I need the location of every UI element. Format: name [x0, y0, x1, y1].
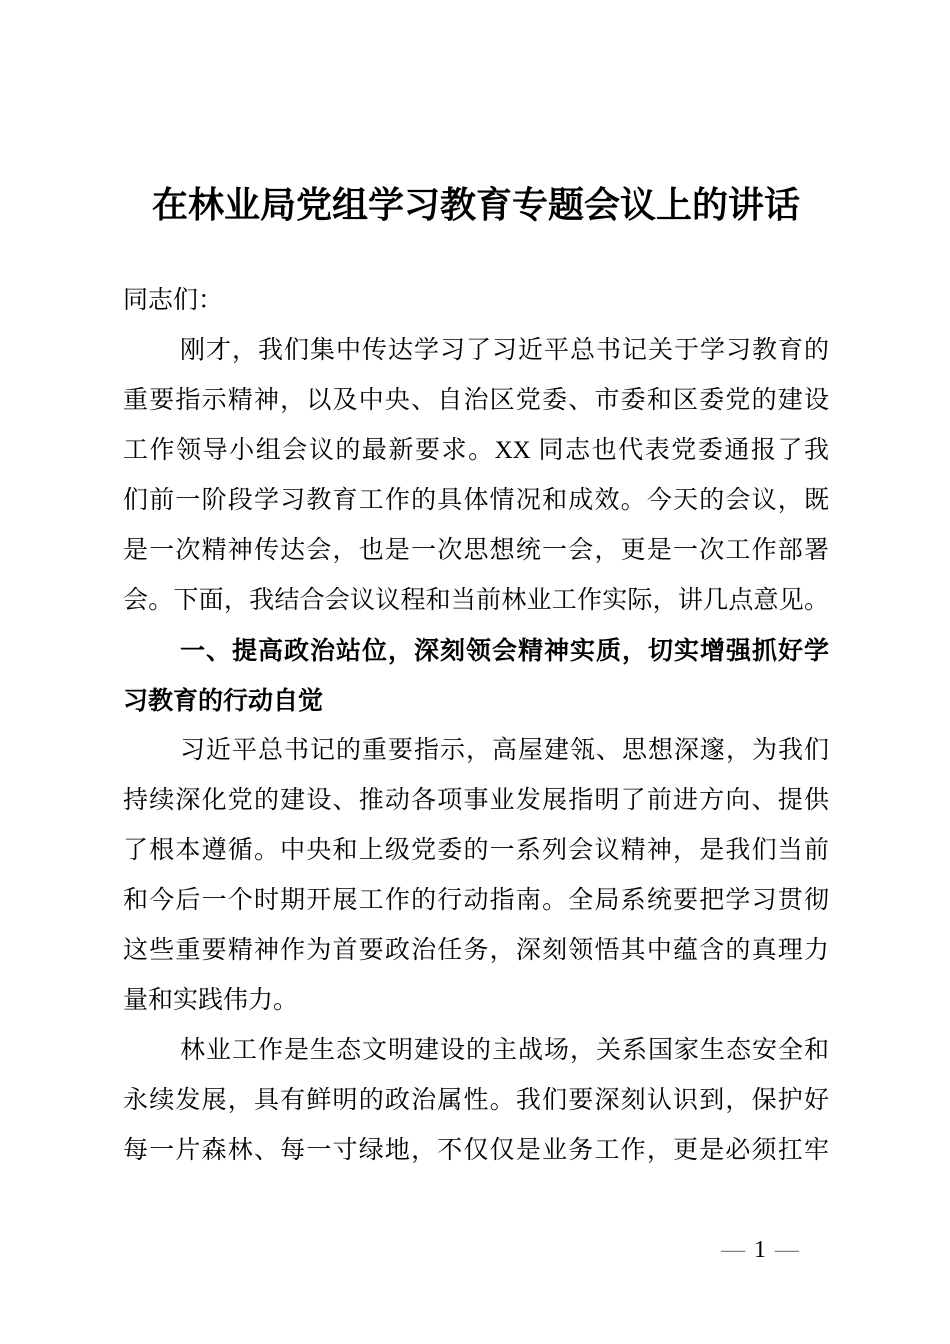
text-line: 刚才，我们集中传达学习了习近平总书记关于学习教育的 — [180, 337, 829, 364]
text-line: 会。下面，我结合会议议程和当前林业工作实际，讲几点意见。 — [123, 587, 829, 614]
text-line: 一、提高政治站位，深刻领会精神实质，切实增强抓好学 — [180, 637, 829, 665]
text-line: 了根本遵循。中央和上级党委的一系列会议精神，是我们当前 — [123, 837, 829, 864]
text-line: 是一次精神传达会，也是一次思想统一会，更是一次工作部署 — [123, 537, 829, 564]
text-line: 持续深化党的建设、推动各项事业发展指明了前进方向、提供 — [123, 787, 829, 814]
page-number — [610, 1236, 910, 1264]
document-body — [123, 276, 829, 1176]
text-line: 同志们： — [123, 287, 224, 314]
text-line: 永续发展，具有鲜明的政治属性。我们要深刻认识到，保护好 — [123, 1087, 829, 1114]
page-number-dash-right: — — [775, 1237, 799, 1263]
document-title: 在林业局党组学习教育专题会议上的讲话 — [151, 184, 800, 225]
text-line: 习近平总书记的重要指示，高屋建瓴、思想深邃，为我们 — [180, 737, 829, 764]
text-line: 习教育的行动自觉 — [123, 687, 324, 715]
text-line: 林业工作是生态文明建设的主战场，关系国家生态安全和 — [180, 1037, 829, 1064]
page-number-dash-left: — — [721, 1237, 745, 1263]
page-number-value: 1 — [754, 1237, 766, 1263]
text-line: 和今后一个时期开展工作的行动指南。全局系统要把学习贯彻 — [123, 887, 829, 914]
text-line: 们前一阶段学习教育工作的具体情况和成效。今天的会议，既 — [123, 487, 829, 514]
text-line: 每一片森林、每一寸绿地，不仅仅是业务工作，更是必须扛牢 — [123, 1137, 829, 1164]
text-line: 工作领导小组会议的最新要求。XX 同志也代表党委通报了我 — [123, 437, 829, 464]
text-line: 重要指示精神，以及中央、自治区党委、市委和区委党的建设 — [123, 387, 829, 414]
text-line: 这些重要精神作为首要政治任务，深刻领悟其中蕴含的真理力 — [123, 937, 829, 964]
text-line: 量和实践伟力。 — [123, 987, 299, 1014]
